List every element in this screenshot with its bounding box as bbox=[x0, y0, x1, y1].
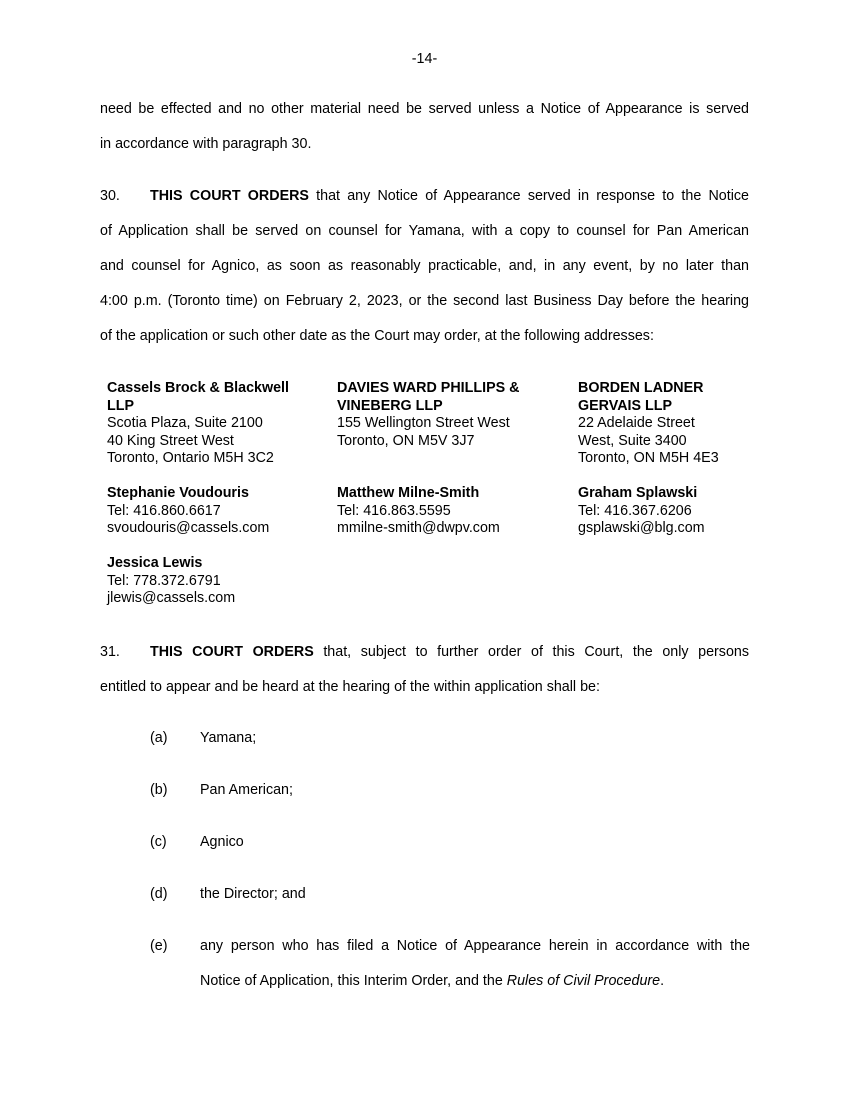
paragraph-31 bbox=[100, 635, 749, 705]
intro-line-2: in accordance with paragraph 30. bbox=[100, 136, 312, 152]
intro-line-1: need be effected and no other material need be served unless a Notice of Appearance is served bbox=[100, 101, 749, 117]
list-item-b bbox=[150, 773, 750, 808]
list-text bbox=[200, 929, 750, 999]
paragraph-30 bbox=[100, 179, 749, 354]
para30-number: 30. bbox=[100, 188, 120, 204]
address-line-3: Toronto, Ontario M5H 3C2 bbox=[107, 450, 274, 466]
list-item-a bbox=[150, 721, 750, 756]
list-e-line-2 bbox=[200, 964, 750, 999]
list-text: Pan American; bbox=[200, 782, 293, 798]
list-text: the Director; and bbox=[200, 886, 306, 902]
para30-line-5: of the application or such other date as the Court may order, at the following addresses: bbox=[100, 328, 654, 344]
rules-of-civil-procedure: Rules of Civil Procedure bbox=[506, 973, 661, 989]
list-label: (b) bbox=[150, 782, 168, 798]
contact-lewis bbox=[107, 555, 235, 608]
para31-lead: THIS COURT ORDERS bbox=[150, 644, 314, 660]
list-label: (a) bbox=[150, 730, 168, 746]
para31-line-2: entitled to appear and be heard at the hearing of the within application shall be: bbox=[100, 679, 600, 695]
address-cassels bbox=[107, 380, 289, 468]
para30-line-3: and counsel for Agnico, as soon as reasonably practicable, and, in any event, by no later than bbox=[100, 258, 749, 274]
para30-line-4: 4:00 p.m. (Toronto time) on February 2, 2023, or the second last Business Day before the hearing bbox=[100, 293, 749, 309]
firm-name-line-1: BORDEN LADNER bbox=[578, 380, 704, 396]
contact-name: Graham Splawski bbox=[578, 485, 698, 501]
list-item-c bbox=[150, 825, 750, 860]
contact-voudouris bbox=[107, 485, 269, 538]
contact-name: Matthew Milne-Smith bbox=[337, 485, 480, 501]
para31-number: 31. bbox=[100, 644, 120, 660]
para30-lead: THIS COURT ORDERS bbox=[150, 188, 309, 204]
para31-line1-rest: that, subject to further order of this Court, the only persons bbox=[313, 644, 749, 660]
contact-name: Stephanie Voudouris bbox=[107, 485, 249, 501]
firm-name-line-2: GERVAIS LLP bbox=[578, 397, 673, 414]
list-item-e bbox=[150, 929, 750, 999]
contact-tel: Tel: 416.863.5595 bbox=[337, 502, 451, 519]
address-line-2: Toronto, ON M5V 3J7 bbox=[337, 432, 475, 449]
list-e-line2-post: . bbox=[660, 973, 665, 989]
contact-email: svoudouris@cassels.com bbox=[107, 520, 270, 536]
firm-name-line-1: DAVIES WARD PHILLIPS & bbox=[337, 380, 520, 396]
address-davies bbox=[337, 380, 519, 450]
firm-name-line-2: VINEBERG LLP bbox=[337, 397, 443, 414]
contact-email: mmilne-smith@dwpv.com bbox=[337, 520, 500, 536]
contact-name: Jessica Lewis bbox=[107, 555, 203, 571]
list-text: Agnico bbox=[200, 834, 244, 850]
address-line-3: Toronto, ON M5H 4E3 bbox=[578, 450, 719, 466]
list-item-d bbox=[150, 877, 750, 912]
para30-line-1 bbox=[100, 179, 749, 214]
page-number: -14- bbox=[411, 51, 438, 67]
list-label: (d) bbox=[150, 886, 168, 902]
list-e-line2-pre: Notice of Application, this Interim Order, and the bbox=[200, 973, 507, 989]
contact-splawski bbox=[578, 485, 705, 538]
address-line-2: 40 King Street West bbox=[107, 432, 234, 449]
contact-email: gsplawski@blg.com bbox=[578, 520, 705, 536]
intro-paragraph bbox=[100, 92, 749, 162]
address-line-1: 155 Wellington Street West bbox=[337, 415, 510, 431]
address-line-1: 22 Adelaide Street bbox=[578, 415, 695, 431]
address-borden bbox=[578, 380, 719, 468]
contact-tel: Tel: 416.367.6206 bbox=[578, 502, 692, 519]
contact-email: jlewis@cassels.com bbox=[107, 590, 236, 606]
list-text: Yamana; bbox=[200, 730, 257, 746]
firm-name-line-1: Cassels Brock & Blackwell bbox=[107, 380, 289, 396]
para31-line-1 bbox=[100, 635, 749, 670]
contact-tel: Tel: 416.860.6617 bbox=[107, 502, 221, 519]
address-line-2: West, Suite 3400 bbox=[578, 432, 687, 449]
firm-name-line-2: LLP bbox=[107, 397, 135, 414]
list-e-line-1: any person who has filed a Notice of Appearance herein in accordance with the bbox=[200, 938, 750, 954]
list-label: (e) bbox=[150, 938, 168, 954]
address-line-1: Scotia Plaza, Suite 2100 bbox=[107, 415, 263, 431]
contact-tel: Tel: 778.372.6791 bbox=[107, 572, 221, 589]
para30-line1-rest: that any Notice of Appearance served in response to the Notice bbox=[308, 188, 749, 204]
list-label: (c) bbox=[150, 834, 167, 850]
contact-milne-smith bbox=[337, 485, 500, 538]
para30-line-2: of Application shall be served on counsel for Yamana, with a copy to counsel for Pan American bbox=[100, 223, 749, 239]
